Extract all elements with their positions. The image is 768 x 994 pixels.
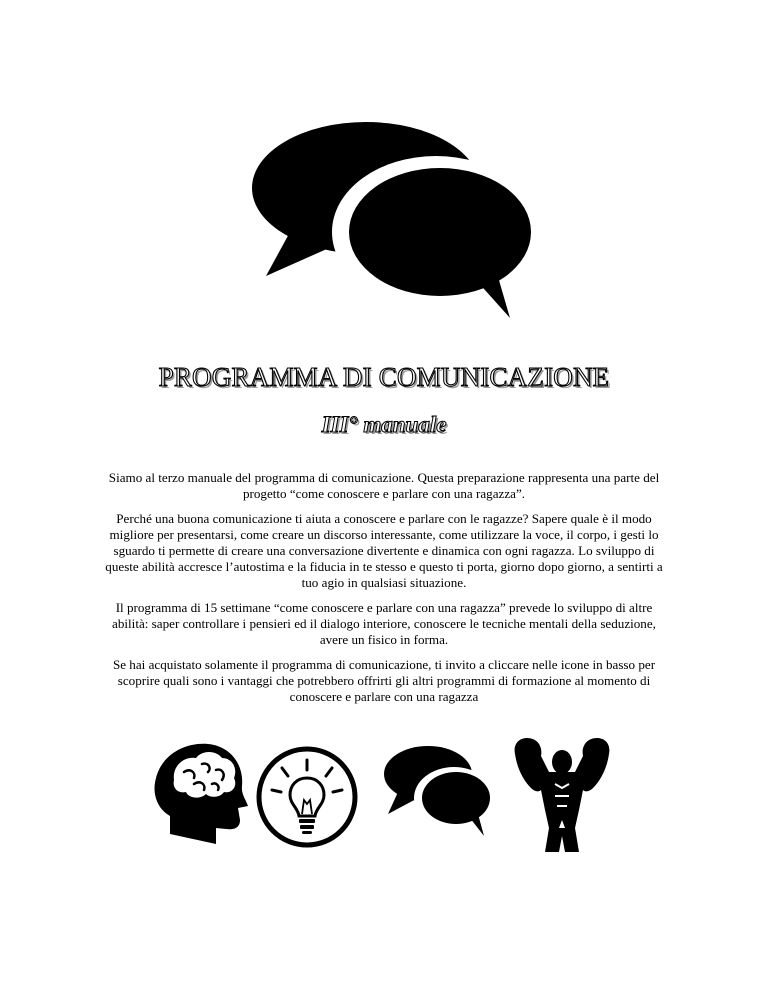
speech-bubbles-icon[interactable] (382, 740, 492, 840)
lightbulb-icon[interactable] (254, 744, 360, 850)
document-title: PROGRAMMA DI COMUNICAZIONE (158, 362, 610, 392)
program-icons-row (0, 736, 768, 856)
paragraph-call-to-action: Se hai acquistato solamente il programma di comunicazione, ti invito a cliccare nelle icone in basso per scoprire quali sono i vantaggi che potrebbero offrirti gli altri programmi di formazione al momento di conoscere e parlare con una ragazza (112, 657, 656, 704)
flexing-bodybuilder-icon[interactable] (505, 736, 619, 854)
paragraph-communication-benefits: Perché una buona comunicazione ti aiuta a conoscere e parlare con le ragazze? Sapere quale è il modo migliore per presentarsi, come creare un discorso interessante, come utilizzare la voce, il corpo, i gesti lo sguardo ti permette di creare una conversazione divertente e dinamica con ogni ragazza. Lo sviluppo di queste abilità accresce l’autostima e la fiducia in te stesso e questo ti porta, giorno dopo giorno, a sentirti a tuo agio in qualsiasi situazione. (105, 511, 663, 590)
speech-bubbles-icon (246, 120, 532, 322)
body-text (98, 470, 670, 714)
head-brain-icon[interactable] (150, 738, 250, 848)
document-subtitle: III° manuale (321, 412, 447, 437)
paragraph-intro: Siamo al terzo manuale del programma di comunicazione. Questa preparazione rappresenta una parte del progetto “come conoscere e parlare con una ragazza”. (108, 470, 660, 501)
paragraph-program-overview: Il programma di 15 settimane “come conoscere e parlare con una ragazza” prevede lo sviluppo di altre abilità: saper controllare i pensieri ed il dialogo interiore, conoscere le tecniche mentali della seduzione, avere un fisico in forma. (112, 600, 656, 647)
